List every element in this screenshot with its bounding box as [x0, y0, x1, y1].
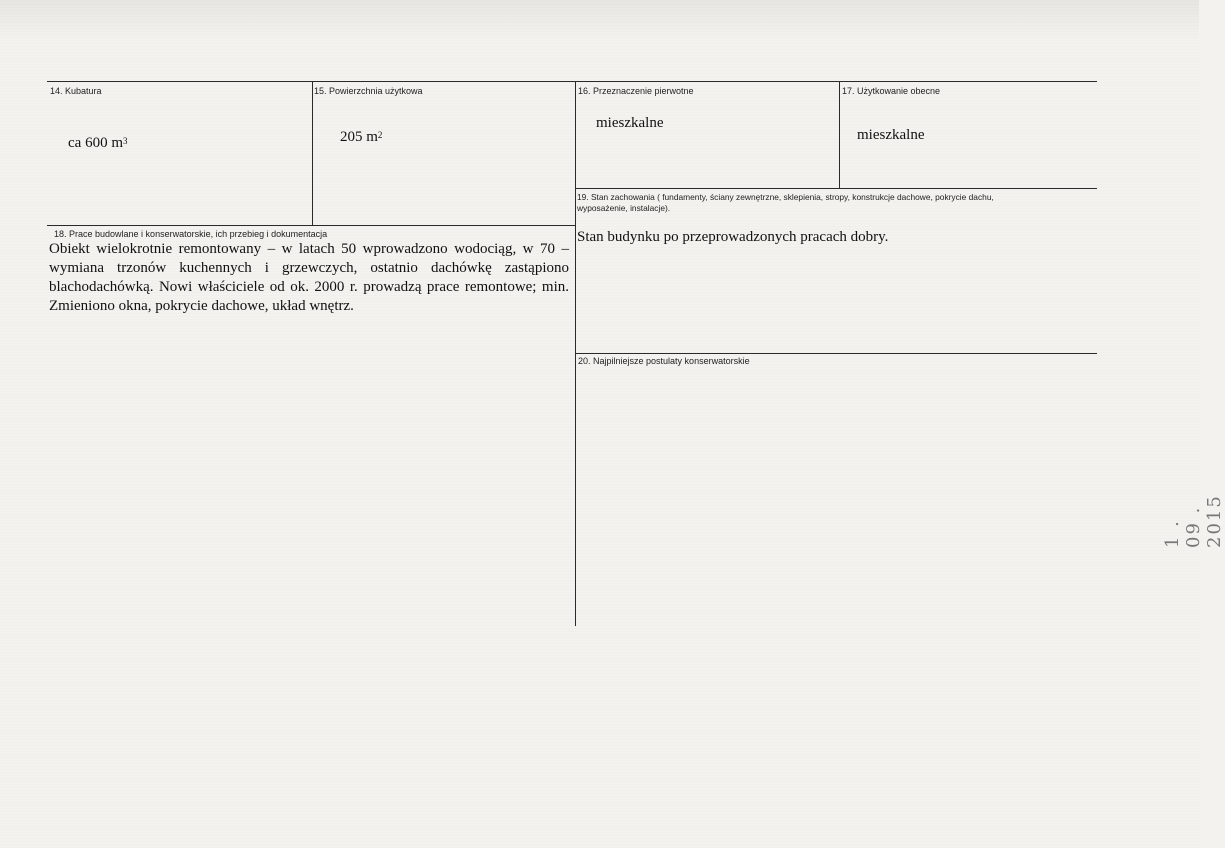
rule-above-19 [575, 188, 1097, 189]
field-20-label: 20. Najpilniejsze postulaty konserwatorskie [578, 356, 750, 366]
rule-above-20 [575, 353, 1097, 354]
field-17-label: 17. Użytkowanie obecne [842, 86, 941, 96]
field-14-superscript: 3 [122, 136, 128, 146]
field-15-value [340, 128, 382, 146]
top-rule [47, 81, 1097, 82]
field-16-value: mieszkalne [596, 115, 664, 131]
field-17-value: mieszkalne [857, 127, 925, 143]
field-18-label: 18. Prace budowlane i konserwatorskie, ich przebieg i dokumentacja [54, 229, 328, 239]
divider-16-17 [839, 81, 840, 188]
field-16-label: 16. Przeznaczenie pierwotne [578, 86, 694, 96]
field-15-superscript: 2 [377, 130, 383, 140]
field-19-label-line2: wyposażenie, instalacje). [577, 203, 671, 213]
field-19-value: Stan budynku po przeprowadzonych pracach dobry. [577, 229, 889, 245]
field-14-label: 14. Kubatura [50, 86, 102, 96]
handwritten-date-note: 1 . 09 . 2015 [1162, 494, 1225, 548]
field-15-label: 15. Powierzchnia użytkowa [314, 86, 423, 96]
rule-above-18 [47, 225, 575, 226]
field-14-text: ca 600 m [68, 135, 123, 151]
field-15-text: 205 m [340, 129, 378, 145]
field-14-value [68, 134, 127, 152]
field-18-value: Obiekt wielokrotnie remontowany – w latach 50 wprowadzono wodociąg, w 70 – wymiana trzonów kuchennych i grzewczych, ostatnio dachówkę zastąpiono blachodachówką. Nowi właściciele od ok. 2000 r. prowadzą prace remontowe; min. Zmieniono okna, pokrycie dachowe, układ wnętrz. [49, 241, 569, 314]
divider-14-15 [312, 81, 313, 225]
field-19-label-line1: 19. Stan zachowania ( fundamenty, ściany zewnętrzne, sklepienia, stropy, konstrukcje dachowe, pokrycie dachu, [577, 192, 994, 202]
